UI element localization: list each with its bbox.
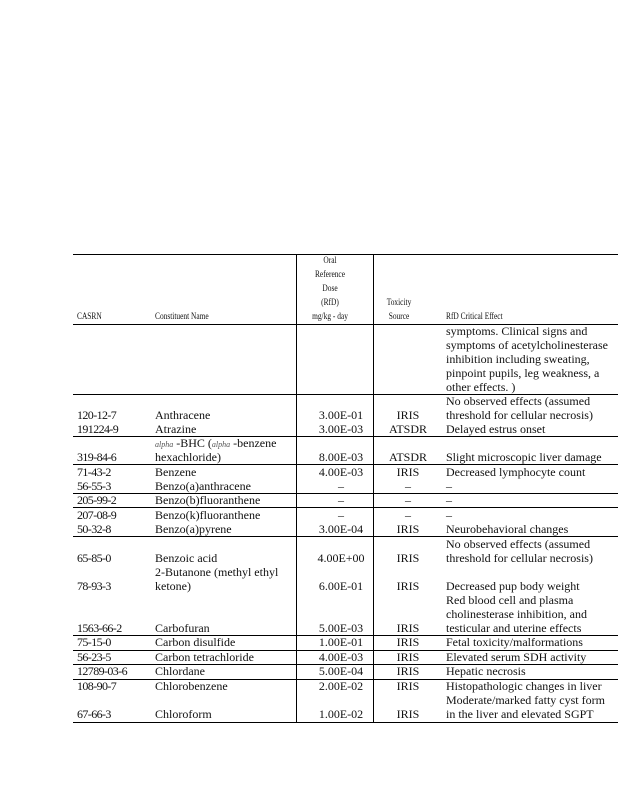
casrn-cell: 12789-03-6: [77, 664, 127, 678]
toxicity-source: IRIS: [396, 621, 420, 635]
toxicity-source: IRIS: [396, 707, 420, 721]
name-part: -BHC (: [176, 436, 212, 450]
rfd-value: 4.00E-03: [318, 465, 364, 479]
toxicity-source: IRIS: [396, 465, 420, 479]
header-rfd-line: (RfD): [321, 298, 339, 308]
constituent-name: Benzene: [155, 465, 197, 479]
header-casrn: CASRN: [77, 312, 102, 322]
constituent-name: 2-Butanone (methyl ethyl: [155, 565, 279, 579]
critical-effect: Moderate/marked fatty cyst form: [446, 693, 605, 707]
constituent-name: Chlordane: [155, 664, 205, 678]
continuation-line: symptoms of acetylcholinesterase: [446, 338, 608, 352]
greek-alpha: alpha: [211, 440, 231, 449]
critical-effect: threshold for cellular necrosis): [446, 408, 593, 422]
rfd-value: 5.00E-03: [318, 621, 364, 635]
rfd-value: 8.00E-03: [318, 450, 364, 464]
constituent-name: Benzo(a)pyrene: [155, 522, 232, 536]
greek-alpha: alpha: [155, 440, 174, 449]
toxicity-source: IRIS: [396, 522, 420, 536]
rfd-value: 1.00E-02: [318, 707, 364, 721]
casrn-cell: 108-90-7: [77, 679, 117, 693]
casrn-cell: 56-23-5: [77, 650, 111, 664]
constituent-name-continued: ketone): [155, 579, 191, 593]
continuation-line: pinpoint pupils, leg weakness, a: [446, 366, 600, 380]
critical-effect: Red blood cell and plasma: [446, 593, 574, 607]
constituent-name-continued: hexachloride): [155, 450, 221, 464]
casrn-cell: 78-93-3: [77, 579, 111, 593]
rfd-value: 2.00E-02: [318, 679, 364, 693]
casrn-cell: 65-85-0: [77, 551, 111, 565]
casrn-cell: 207-08-9: [77, 508, 117, 522]
constituent-name: Chloroform: [155, 707, 212, 721]
critical-effect: in the liver and elevated SGPT: [446, 707, 594, 721]
critical-effect: Delayed estrus onset: [446, 422, 546, 436]
rfd-value: –: [338, 493, 344, 507]
casrn-cell: 1563-66-2: [77, 621, 122, 635]
header-rfd-line: Oral: [323, 256, 337, 266]
constituent-name: Benzo(b)fluoranthene: [155, 493, 261, 507]
header-rfd-line: Reference: [314, 270, 346, 280]
toxicity-source: IRIS: [396, 635, 420, 649]
continuation-line: other effects. ): [446, 380, 516, 394]
toxicity-source: –: [405, 508, 411, 522]
critical-effect: –: [446, 493, 452, 507]
column-divider: [373, 254, 374, 722]
critical-effect: Decreased lymphocyte count: [446, 465, 586, 479]
table-bottom-rule: [73, 722, 618, 723]
constituent-name: Benzoic acid: [155, 551, 218, 565]
constituent-name: Atrazine: [155, 422, 197, 436]
critical-effect: Fetal toxicity/malformations: [446, 635, 583, 649]
rfd-value: 3.00E-03: [318, 422, 364, 436]
critical-effect: No observed effects (assumed: [446, 394, 591, 408]
rfd-value: 3.00E-04: [318, 522, 364, 536]
toxicity-source: ATSDR: [388, 450, 427, 464]
critical-effect: threshold for cellular necrosis): [446, 551, 593, 565]
constituent-name: Carbon disulfide: [155, 635, 236, 649]
toxicity-source: –: [405, 493, 411, 507]
continuation-line: symptoms. Clinical signs and: [446, 324, 588, 338]
critical-effect: cholinesterase inhibition, and: [446, 607, 587, 621]
rfd-value: 6.00E-01: [318, 579, 364, 593]
critical-effect: –: [446, 508, 452, 522]
header-rfd-line: Dose: [322, 284, 338, 294]
toxicity-source: IRIS: [396, 679, 420, 693]
critical-effect: Slight microscopic liver damage: [446, 450, 602, 464]
constituent-name: Chlorobenzene: [155, 679, 228, 693]
critical-effect: testicular and uterine effects: [446, 621, 582, 635]
critical-effect: No observed effects (assumed: [446, 537, 591, 551]
critical-effect: Elevated serum SDH activity: [446, 650, 587, 664]
name-part: -benzene: [233, 436, 277, 450]
column-divider: [296, 254, 297, 722]
header-toxicity-source-line: Source: [388, 312, 410, 322]
casrn-cell: 56-55-3: [77, 479, 111, 493]
constituent-name: Carbon tetrachloride: [155, 650, 254, 664]
critical-effect: Hepatic necrosis: [446, 664, 526, 678]
header-critical-effect: RfD Critical Effect: [446, 312, 503, 322]
casrn-cell: 67-66-3: [77, 707, 111, 721]
header-rfd-line: mg/kg - day: [312, 312, 348, 322]
critical-effect: Neurobehavioral changes: [446, 522, 569, 536]
toxicity-source: IRIS: [396, 664, 420, 678]
header-toxicity-source-line: Toxicity: [386, 298, 412, 308]
casrn-cell: 50-32-8: [77, 522, 111, 536]
critical-effect: Decreased pup body weight: [446, 579, 580, 593]
toxicity-source: –: [405, 479, 411, 493]
casrn-cell: 71-43-2: [77, 465, 111, 479]
constituent-name: Anthracene: [155, 408, 211, 422]
casrn-cell: 75-15-0: [77, 635, 111, 649]
toxicity-source: IRIS: [396, 579, 420, 593]
toxicity-source: IRIS: [396, 408, 420, 422]
casrn-cell: 191224-9: [77, 422, 119, 436]
toxicity-source: IRIS: [396, 650, 420, 664]
rfd-value: –: [338, 508, 344, 522]
critical-effect: –: [446, 479, 452, 493]
constituent-name: Benzo(a)anthracene: [155, 479, 251, 493]
rfd-value: –: [338, 479, 344, 493]
rfd-value: 4.00E+00: [317, 551, 365, 565]
constituent-name: Benzo(k)fluoranthene: [155, 508, 261, 522]
rfd-value: 4.00E-03: [318, 650, 364, 664]
rfd-value: 1.00E-01: [318, 635, 364, 649]
critical-effect: Histopathologic changes in liver: [446, 679, 602, 693]
casrn-cell: 205-99-2: [77, 493, 117, 507]
toxicity-source: ATSDR: [388, 422, 427, 436]
rfd-value: 5.00E-04: [318, 664, 364, 678]
casrn-cell: 319-84-6: [77, 450, 117, 464]
toxicity-source: IRIS: [396, 551, 420, 565]
continuation-line: inhibition including sweating,: [446, 352, 590, 366]
casrn-cell: 120-12-7: [77, 408, 117, 422]
rfd-value: 3.00E-01: [318, 408, 364, 422]
header-constituent-name: Constituent Name: [155, 312, 209, 322]
constituent-name: Carbofuran: [155, 621, 210, 635]
